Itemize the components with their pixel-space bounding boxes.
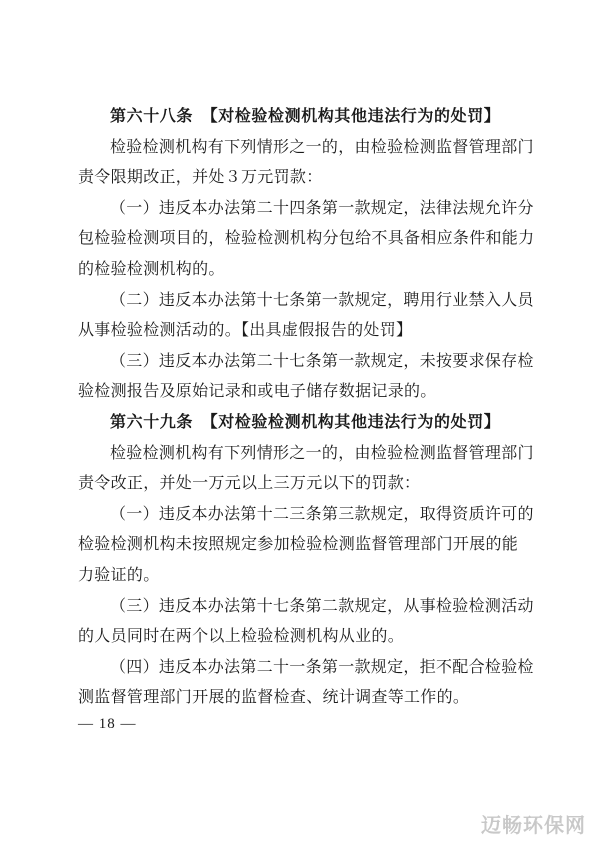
article-68-item-1: （一）违反本办法第二十四条第一款规定，法律法规允许分 [110, 197, 534, 217]
article-68-item-3: （三）违反本办法第二十七条第一款规定，未按要求保存检 [110, 350, 534, 370]
article-69-item-3: 的人员同时在两个以上检验检测机构从业的。 [78, 626, 405, 646]
article-69-text: 检验检测机构有下列情形之一的，由检验检测监督管理部门 [110, 442, 534, 462]
article-69-item-3: （三）违反本办法第十七条第二款规定，从事检验检测活动 [110, 595, 534, 615]
article-68-text: 责令限期改正，并处３万元罚款： [78, 167, 323, 187]
article-69-item-4: （四）违反本办法第二十一条第一款规定，拒不配合检验检 [110, 656, 534, 676]
article-68-heading: 第六十八条 【对检验检测机构其他违法行为的处罚】 [110, 106, 501, 125]
article-69-text: 责令改正，并处一万元以上三万元以下的罚款： [78, 473, 421, 493]
article-69-item-1: （一）违反本办法第十二三条第三款规定，取得资质许可的 [110, 503, 534, 523]
article-68-item-1: 包检验检测项目的，检验检测机构分包给不具备相应条件和能力 [78, 228, 535, 248]
article-69-item-1: 力验证的。 [78, 565, 160, 584]
article-69-heading: 第六十九条 【对检验检测机构其他违法行为的处罚】 [110, 412, 501, 431]
article-68-text: 检验检测机构有下列情形之一的，由检验检测监督管理部门 [110, 136, 534, 156]
article-69-item-1: 检验检测机构未按照规定参加检验检测监督管理部门开展的能 [78, 534, 519, 554]
page-number: — 18 — [78, 716, 137, 732]
article-68-item-2: 从事检验检测活动的。【出具虚假报告的处罚】 [78, 320, 413, 340]
article-69-item-4: 测监督管理部门开展的监督检查、统计调查等工作的。 [78, 687, 470, 707]
article-68-item-3: 验检测报告及原始记录和或电子储存数据记录的。 [78, 381, 437, 401]
article-68-item-1: 的检验检测机构的。 [78, 259, 225, 278]
site-watermark: 迈畅环保网 [481, 813, 586, 837]
article-68-item-2: （二）违反本办法第十七条第一款规定，聘用行业禁入人员 [110, 289, 534, 309]
